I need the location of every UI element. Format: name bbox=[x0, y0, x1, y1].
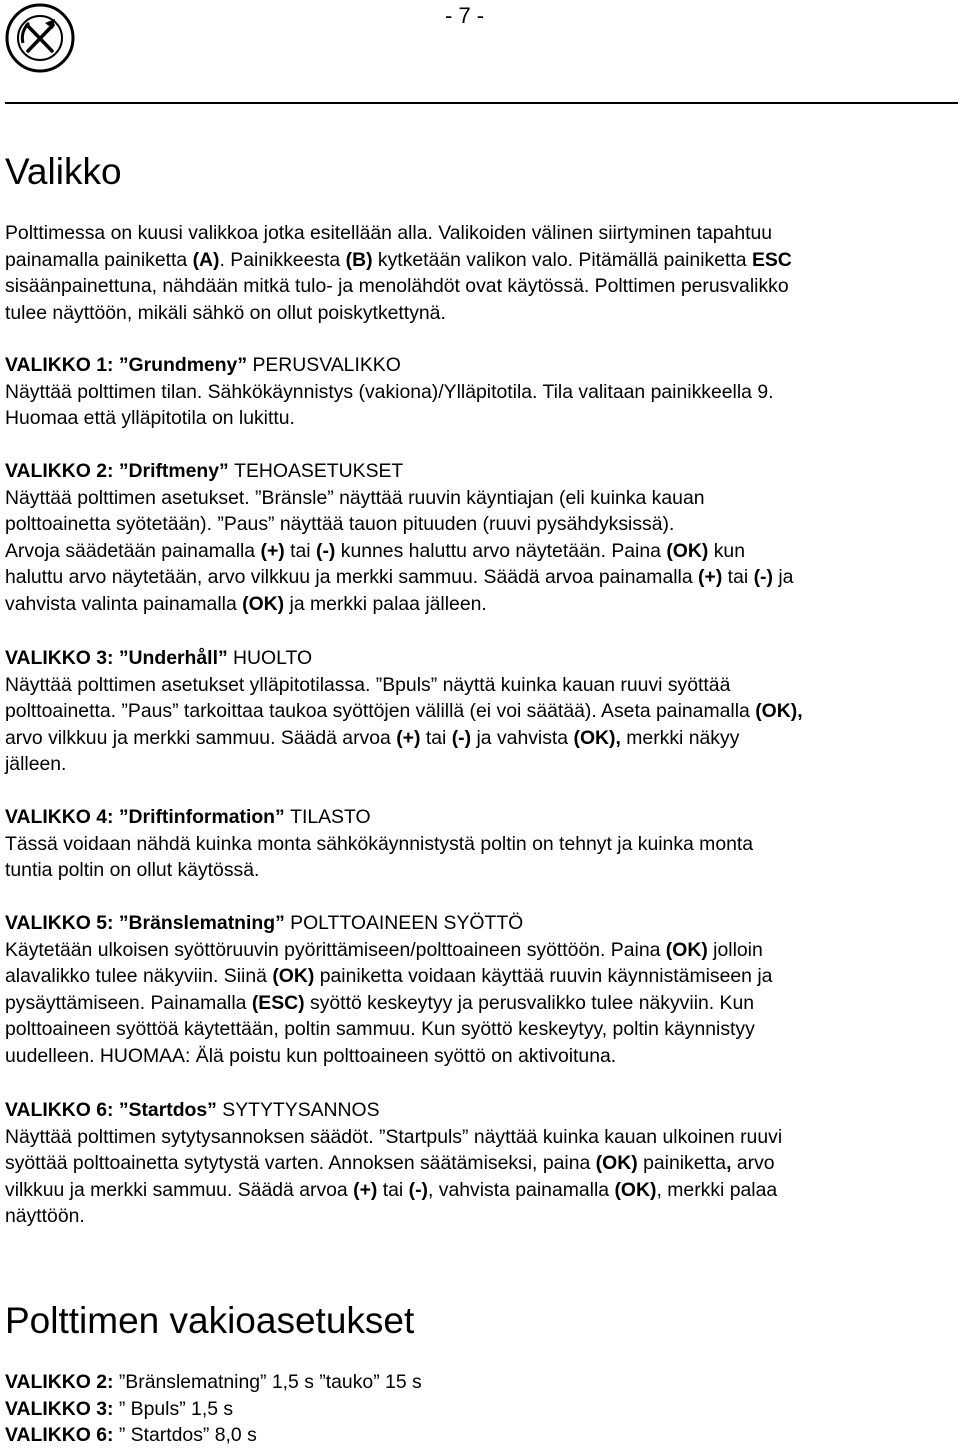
text-run: Näyttää polttimen tilan. Sähkökäynnistys (vakiona)/Ylläpitotila. Tila valitaan painikkeella 9. bbox=[5, 380, 774, 403]
text-run: tai bbox=[284, 539, 316, 562]
text-run: (OK) bbox=[595, 1152, 638, 1174]
company-logo bbox=[5, 3, 75, 73]
menu-body-line bbox=[5, 1043, 958, 1070]
text-run: (-) bbox=[316, 539, 336, 562]
header-rule bbox=[5, 102, 958, 104]
text-line bbox=[5, 1422, 958, 1449]
text-run: . Painikkeesta bbox=[219, 248, 346, 271]
text-run: tai bbox=[722, 566, 754, 588]
menu-body-line bbox=[5, 379, 958, 406]
text-run: (+) bbox=[698, 566, 723, 588]
menu-heading bbox=[5, 1097, 958, 1124]
text-run: (A) bbox=[192, 248, 220, 271]
menu-4-block bbox=[5, 804, 958, 884]
text-run: merkki näkyy bbox=[620, 726, 740, 749]
text-run: VALIKKO 2: bbox=[5, 1371, 114, 1393]
menu-6-block bbox=[5, 1097, 958, 1230]
intro-paragraph bbox=[5, 220, 958, 326]
text-run: Tässä voidaan nähdä kuinka monta sähkökäynnistystä poltin on tehnyt ja kuinka monta bbox=[5, 832, 754, 855]
text-run: VALIKKO 6: bbox=[5, 1424, 114, 1446]
text-run: tuntia poltin on ollut käytössä. bbox=[5, 859, 260, 881]
text-run: painamalla painiketta bbox=[5, 248, 193, 271]
text-run: syöttö keskeytyy ja perusvalikko tulee näkyviin. Kun bbox=[304, 991, 755, 1014]
text-run: VALIKKO 3: ”Underhåll” bbox=[5, 647, 234, 669]
menu-1-block bbox=[5, 352, 958, 432]
menu-5-block bbox=[5, 910, 958, 1069]
text-line bbox=[5, 273, 958, 300]
text-run: ” Bpuls” 1,5 s bbox=[113, 1397, 234, 1420]
text-run: Näyttää polttimen asetukset. ”Bränsle” näyttää ruuvin käyntiajan (eli kuinka kauan bbox=[5, 486, 705, 509]
text-run: Polttimessa on kuusi valikkoa jotka esitellään alla. Valikoiden välinen siirtyminen tapahtuu bbox=[5, 222, 773, 244]
section-title-valikko: Valikko bbox=[5, 151, 122, 192]
text-run: ja bbox=[772, 566, 794, 588]
text-run: , bbox=[726, 1152, 732, 1174]
text-run: VALIKKO 5: ”Bränslematning” bbox=[5, 912, 291, 934]
text-run: jolloin bbox=[707, 938, 763, 961]
text-run: kytketään valikon valo. Pitämällä painiketta bbox=[372, 248, 752, 271]
text-run: Huomaa että ylläpitotila on lukittu. bbox=[5, 407, 295, 429]
text-run: arvo vilkkuu ja merkki sammuu. Säädä arvoa bbox=[5, 726, 397, 749]
section-title-vakioasetukset: Polttimen vakioasetukset bbox=[5, 1300, 415, 1341]
menu-body-line bbox=[5, 511, 958, 538]
text-run: (-) bbox=[408, 1178, 428, 1201]
menu-body-line bbox=[5, 591, 958, 618]
text-line bbox=[5, 220, 958, 247]
menu-body-line bbox=[5, 1203, 958, 1230]
text-run: ”Bränslematning” 1,5 s ”tauko” 15 s bbox=[113, 1371, 422, 1393]
text-run: ja merkki palaa jälleen. bbox=[284, 592, 487, 615]
text-run: jälleen. bbox=[5, 753, 67, 775]
menu-2-block bbox=[5, 458, 958, 617]
menu-body-line bbox=[5, 1150, 958, 1177]
text-run: kun bbox=[708, 539, 745, 562]
text-run: TILASTO bbox=[290, 806, 371, 828]
text-run: polttoainetta syötetään). ”Paus” näyttää tauon pituuden (ruuvi pysähdyksissä). bbox=[5, 513, 675, 535]
text-run: (OK), bbox=[573, 726, 621, 749]
text-run: syöttää polttoainetta sytytystä varten. Annoksen säätämiseksi, paina bbox=[5, 1152, 596, 1174]
menu-body-line bbox=[5, 857, 958, 884]
menu-heading bbox=[5, 910, 958, 937]
text-run: pysäyttämiseen. Painamalla bbox=[5, 991, 252, 1014]
text-run: VALIKKO 6: ”Startdos” bbox=[5, 1099, 223, 1121]
text-run: painiketta bbox=[637, 1152, 727, 1174]
menu-heading bbox=[5, 804, 958, 831]
text-line bbox=[5, 1396, 958, 1423]
text-line bbox=[5, 300, 958, 327]
default-settings-list bbox=[5, 1369, 958, 1449]
text-run: (OK) bbox=[242, 592, 285, 615]
text-run: (OK) bbox=[665, 938, 708, 961]
menu-body-line bbox=[5, 405, 958, 432]
text-run: ja vahvista bbox=[471, 726, 574, 749]
text-run: (ESC) bbox=[251, 991, 305, 1014]
menu-body-line bbox=[5, 672, 958, 699]
text-run: , vahvista painamalla bbox=[428, 1178, 615, 1201]
text-line bbox=[5, 247, 958, 274]
menu-body-line bbox=[5, 485, 958, 512]
text-run: vilkkuu ja merkki sammuu. Säädä arvoa bbox=[5, 1178, 354, 1201]
text-run: näyttöön. bbox=[5, 1205, 85, 1227]
text-run: tai bbox=[420, 726, 452, 749]
text-run: (+) bbox=[260, 539, 285, 562]
text-run: HUOLTO bbox=[233, 647, 313, 669]
text-line bbox=[5, 1369, 958, 1396]
menu-body-line bbox=[5, 725, 958, 752]
menu-heading bbox=[5, 645, 958, 672]
text-run: ” Startdos” 8,0 s bbox=[113, 1424, 257, 1446]
menu-body-line bbox=[5, 937, 958, 964]
menu-body-line bbox=[5, 990, 958, 1017]
text-run: SYTYTYSANNOS bbox=[222, 1099, 380, 1121]
text-run: PERUSVALIKKO bbox=[252, 354, 401, 376]
menu-body-line bbox=[5, 564, 958, 591]
menu-body-line bbox=[5, 1016, 958, 1043]
text-run: uudelleen. HUOMAA: Älä poistu kun polttoaineen syöttö on aktivoituna. bbox=[5, 1044, 617, 1067]
text-run: sisäänpainettuna, nähdään mitkä tulo- ja menolähdöt ovat käytössä. Polttimen perusvalikko bbox=[5, 275, 789, 297]
text-run: alavalikko tulee näkyviin. Siinä bbox=[5, 965, 273, 987]
text-run: haluttu arvo näytetään, arvo vilkkuu ja merkki sammuu. Säädä arvoa painamalla bbox=[5, 566, 699, 588]
text-run: ESC bbox=[751, 248, 792, 271]
text-run: VALIKKO 3: bbox=[5, 1397, 114, 1420]
menu-body-line bbox=[5, 698, 958, 725]
text-run: (B) bbox=[345, 248, 373, 271]
text-run: (OK) bbox=[272, 965, 315, 987]
page-number: - 7 - bbox=[445, 3, 485, 28]
menu-body-line bbox=[5, 751, 958, 778]
text-run: tulee näyttöön, mikäli sähkö on ollut poiskytkettynä. bbox=[5, 301, 446, 324]
text-run: VALIKKO 4: ”Driftinformation” bbox=[5, 806, 291, 828]
text-run: TEHOASETUKSET bbox=[234, 460, 404, 482]
text-run: arvo bbox=[731, 1152, 775, 1174]
text-run: VALIKKO 1: ”Grundmeny” bbox=[5, 354, 253, 376]
text-run: (-) bbox=[451, 726, 472, 749]
menu-3-block bbox=[5, 645, 958, 778]
menu-body-line bbox=[5, 831, 958, 858]
text-run: Näyttää polttimen asetukset ylläpitotilassa. ”Bpuls” näyttä kuinka kauan ruuvi syöttää bbox=[5, 673, 731, 696]
text-run: POLTTOAINEEN SYÖTTÖ bbox=[290, 912, 524, 934]
text-run: , merkki palaa bbox=[656, 1178, 778, 1201]
menu-body-line bbox=[5, 1124, 958, 1151]
text-run: painiketta voidaan käyttää ruuvin käynnistämiseen ja bbox=[314, 965, 773, 987]
text-run: Arvoja säädetään painamalla bbox=[5, 539, 261, 562]
text-run: VALIKKO 2: ”Driftmeny” bbox=[5, 460, 235, 482]
text-run: (OK), bbox=[755, 700, 803, 722]
text-run: (OK) bbox=[614, 1178, 657, 1201]
text-run: Käytetään ulkoisen syöttöruuvin pyörittämiseen/polttoaineen syöttöön. Paina bbox=[5, 938, 666, 961]
text-run: tai bbox=[377, 1178, 409, 1201]
text-run: Näyttää polttimen sytytysannoksen säädöt. ”Startpuls” näyttää kuinka kauan ulkoinen ruuvi bbox=[5, 1125, 783, 1148]
text-run: (OK) bbox=[666, 539, 709, 562]
text-run: (-) bbox=[753, 566, 773, 588]
menu-heading bbox=[5, 352, 958, 379]
text-run: polttoainetta. ”Paus” tarkoittaa taukoa syöttöjen välillä (ei voi säätää). Aseta painamalla bbox=[5, 700, 756, 722]
text-run: (+) bbox=[396, 726, 421, 749]
text-run: kunnes haluttu arvo näytetään. Paina bbox=[335, 539, 667, 562]
text-run: polttoaineen syöttöä käytettään, poltin sammuu. Kun syöttö keskeytyy, poltin käynnistyy bbox=[5, 1018, 755, 1040]
menu-body-line bbox=[5, 538, 958, 565]
text-run: vahvista valinta painamalla bbox=[5, 592, 243, 615]
text-run: (+) bbox=[353, 1178, 378, 1201]
menu-heading bbox=[5, 458, 958, 485]
menu-body-line bbox=[5, 963, 958, 990]
menu-body-line bbox=[5, 1177, 958, 1204]
